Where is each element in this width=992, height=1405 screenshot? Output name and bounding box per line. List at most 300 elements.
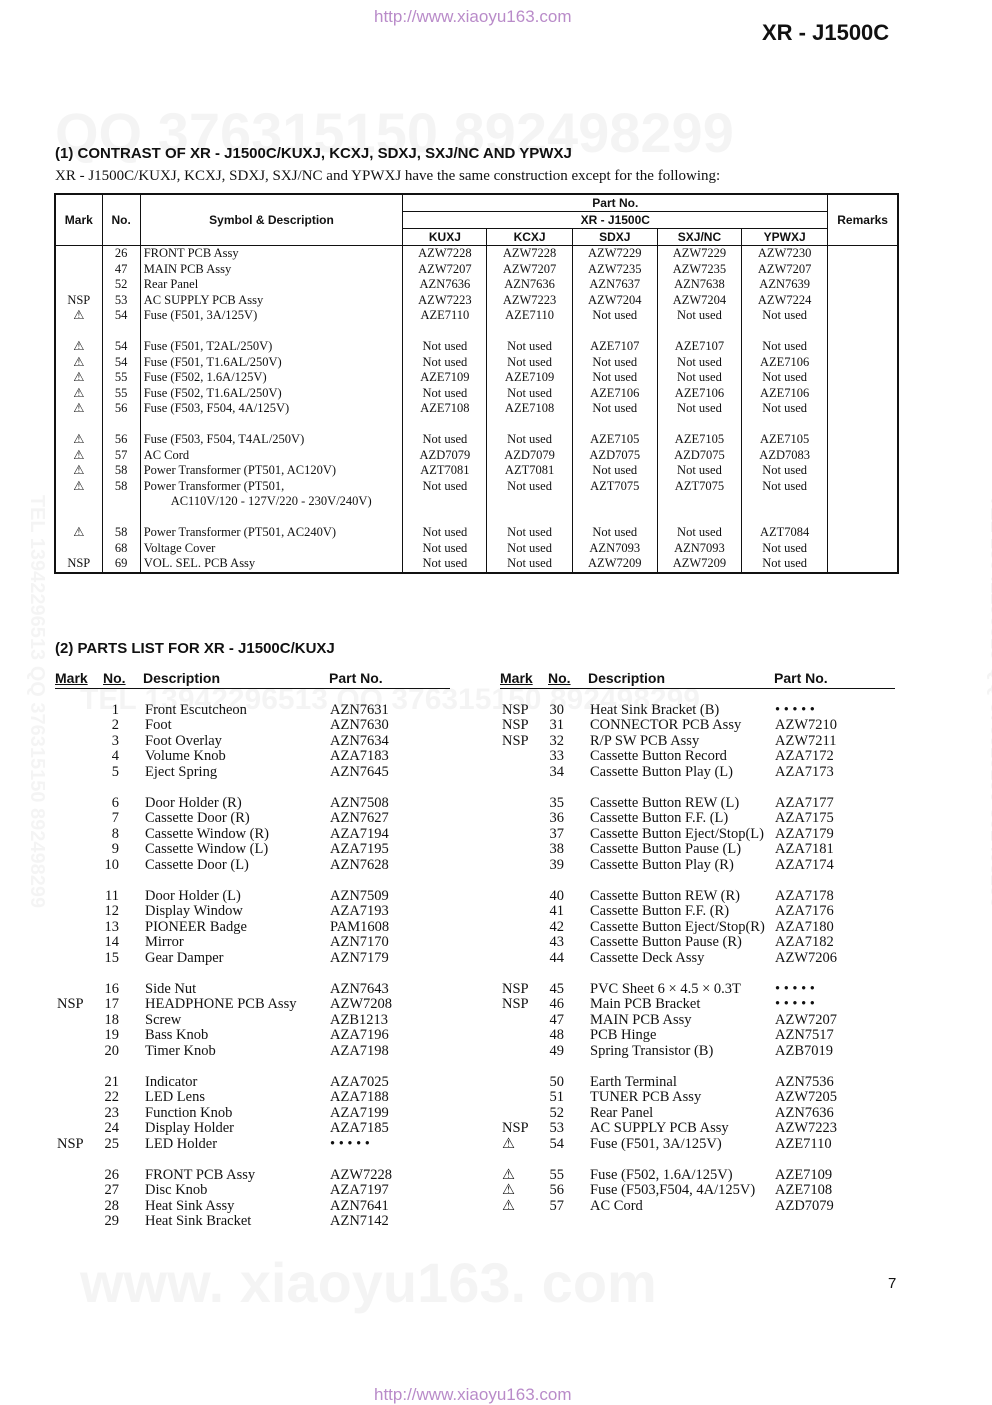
remarks-cell (828, 308, 898, 324)
mark-cell (55, 262, 102, 278)
watermark-right-side (985, 495, 992, 908)
desc-cell: Voltage Cover (140, 541, 403, 557)
part-cell: AZE7109 (403, 370, 487, 386)
parts-header-left (55, 670, 450, 689)
no-cell: 50 (549, 1074, 564, 1090)
th-symbol: Symbol & Description (140, 194, 403, 246)
part-cell: Not used (572, 401, 657, 417)
part-cell: AZA7180 (775, 918, 834, 935)
part-cell: AZN7643 (330, 981, 389, 997)
part-cell: AZW7205 (775, 1089, 838, 1106)
th-col-ypwxj: YPWXJ (742, 229, 828, 246)
warning-icon: ⚠ (55, 370, 102, 386)
warning-icon: ⚠ (55, 401, 102, 417)
part-cell: AZE7109 (775, 1167, 833, 1183)
no-cell: 11 (105, 888, 119, 904)
part-cell: AZN7508 (330, 795, 389, 811)
part-cell: AZA7178 (775, 888, 834, 904)
ph-mark-left: Mark (55, 670, 88, 686)
part-cell: AZN7638 (657, 277, 741, 293)
remarks-cell (828, 277, 898, 293)
desc-cell: Door Holder (L) (145, 888, 241, 904)
part-cell: AZT7075 (572, 479, 657, 495)
no-cell: 57 (549, 1197, 564, 1214)
no-cell: 52 (102, 277, 140, 293)
desc-cell: LED Lens (145, 1089, 205, 1106)
desc-cell: Door Holder (R) (145, 795, 242, 811)
part-cell: AZN7627 (330, 810, 389, 827)
table-row (55, 463, 898, 479)
part-cell: AZA7196 (330, 1027, 389, 1044)
warning-icon: ⚠ (502, 1135, 515, 1152)
part-cell: AZW7228 (487, 246, 572, 262)
part-cell: AZN7631 (330, 702, 389, 718)
desc-cell: PCB Hinge (590, 1027, 657, 1044)
part-cell: AZE7108 (775, 1182, 833, 1199)
no-cell: 23 (104, 1104, 119, 1121)
desc-cell: Cassette Button Pause (R) (590, 934, 742, 951)
part-cell: AZE7105 (572, 432, 657, 448)
part-cell: AZA7197 (330, 1182, 389, 1199)
part-cell: AZE7105 (742, 432, 828, 448)
desc-cell: Cassette Door (L) (145, 856, 249, 873)
no-cell: 34 (549, 763, 564, 780)
mark-cell: NSP (55, 293, 102, 309)
mark-cell (55, 494, 102, 510)
part-cell: AZT7084 (742, 525, 828, 541)
desc-cell: MAIN PCB Assy (590, 1011, 692, 1028)
table-row (55, 308, 898, 324)
desc-cell: Front Escutcheon (145, 702, 247, 718)
contrast-table-body (55, 246, 898, 573)
part-cell: Not used (572, 308, 657, 324)
part-cell: Not used (403, 479, 487, 495)
part-cell: Not used (742, 401, 828, 417)
remarks-cell (828, 479, 898, 495)
part-cell: AZW7208 (330, 996, 393, 1013)
part-cell: AZN7509 (330, 888, 389, 904)
part-cell: AZT7075 (657, 479, 741, 495)
part-cell: AZN7636 (775, 1104, 834, 1121)
desc-cell: Mirror (145, 934, 184, 951)
ph-desc-right: Description (588, 670, 666, 686)
part-cell: AZN7641 (330, 1197, 389, 1214)
section2-title: (2) PARTS LIST FOR XR - J1500C/KUXJ (55, 640, 335, 657)
remarks-cell (828, 370, 898, 386)
empty-cell (828, 324, 898, 340)
table-gap-row (55, 417, 898, 433)
part-cell: Not used (742, 463, 828, 479)
part-cell: Not used (742, 541, 828, 557)
part-cell: AZA7194 (330, 825, 389, 842)
part-cell: Not used (572, 525, 657, 541)
empty-cell (657, 417, 741, 433)
part-cell: AZW7204 (572, 293, 657, 309)
table-row (55, 277, 898, 293)
mark-cell: NSP (55, 556, 102, 573)
no-cell: 53 (102, 293, 140, 309)
desc-cell: Main PCB Bracket (590, 996, 701, 1013)
no-cell: 56 (549, 1182, 564, 1199)
desc-cell: CONNECTOR PCB Assy (590, 717, 742, 734)
no-cell: 56 (102, 432, 140, 448)
table-row (55, 370, 898, 386)
desc-cell: AC110V/120 - 127V/220 - 230V/240V) (140, 494, 403, 510)
warning-icon: ⚠ (55, 386, 102, 402)
no-cell: 41 (549, 903, 564, 920)
desc-cell: VOL. SEL. PCB Assy (140, 556, 403, 573)
desc-cell: Cassette Button Record (590, 748, 727, 765)
empty-cell (572, 324, 657, 340)
th-model: XR - J1500C (403, 212, 828, 229)
part-cell: AZA7176 (775, 903, 834, 920)
no-cell: 31 (549, 717, 564, 734)
desc-cell: Cassette Button F.F. (L) (590, 810, 729, 827)
no-cell: 36 (549, 810, 564, 827)
part-cell: • • • • • (330, 1135, 370, 1152)
part-cell: AZN7636 (487, 277, 572, 293)
desc-cell: HEADPHONE PCB Assy (145, 996, 297, 1013)
desc-cell: Fuse (F503,F504, 4A/125V) (590, 1182, 756, 1199)
watermark-left-side (25, 495, 48, 908)
no-cell: 27 (104, 1182, 119, 1199)
desc-cell: Cassette Door (R) (145, 810, 250, 827)
table-row (55, 246, 898, 262)
remarks-cell (828, 401, 898, 417)
part-cell: AZW7207 (742, 262, 828, 278)
top-url[interactable]: http://www.xiaoyu163.com (374, 7, 572, 26)
empty-cell (140, 510, 403, 526)
table-row (55, 355, 898, 371)
th-col-kuxj: KUXJ (403, 229, 487, 246)
table-row (55, 479, 898, 495)
desc-cell: Cassette Button Eject/Stop(L) (590, 825, 764, 842)
no-cell: 16 (104, 981, 119, 997)
no-cell: 43 (549, 934, 564, 951)
table-gap-row (55, 324, 898, 340)
desc-cell: FRONT PCB Assy (140, 246, 403, 262)
desc-cell: AC Cord (140, 448, 403, 464)
part-cell: Not used (657, 463, 741, 479)
no-cell: 39 (549, 856, 564, 873)
no-cell: 53 (549, 1120, 564, 1137)
part-cell: AZA7175 (775, 810, 834, 827)
part-cell: • • • • • (775, 981, 815, 997)
part-cell: AZE7107 (657, 339, 741, 355)
contrast-table (54, 193, 899, 574)
desc-cell: R/P SW PCB Assy (590, 732, 700, 749)
no-cell: 12 (104, 903, 119, 920)
part-cell: AZA7182 (775, 934, 834, 951)
no-cell: 8 (111, 825, 119, 842)
desc-cell: Screw (145, 1011, 182, 1028)
part-cell: Not used (572, 370, 657, 386)
remarks-cell (828, 525, 898, 541)
part-cell: AZA7198 (330, 1042, 389, 1059)
part-cell: Not used (487, 556, 572, 573)
part-cell (487, 494, 572, 510)
part-cell: AZE7110 (403, 308, 487, 324)
desc-cell: Foot Overlay (145, 732, 222, 749)
desc-cell: Rear Panel (590, 1104, 654, 1121)
warning-icon: ⚠ (55, 479, 102, 495)
no-cell: 26 (104, 1167, 119, 1183)
part-cell (572, 494, 657, 510)
table-row (55, 448, 898, 464)
remarks-cell (828, 448, 898, 464)
part-cell: AZN7179 (330, 949, 389, 966)
no-cell: 44 (549, 949, 564, 966)
part-cell: AZA7188 (330, 1089, 389, 1106)
part-cell: AZN7634 (330, 732, 389, 749)
desc-cell: Power Transformer (PT501, AC120V) (140, 463, 403, 479)
part-cell: Not used (742, 339, 828, 355)
part-cell: AZW7204 (657, 293, 741, 309)
desc-cell: PIONEER Badge (145, 918, 247, 935)
part-cell: AZE7106 (742, 386, 828, 402)
part-cell: Not used (403, 355, 487, 371)
table-gap-row (55, 510, 898, 526)
desc-cell: Display Window (145, 903, 243, 920)
no-cell: 25 (104, 1135, 119, 1152)
mark-cell: NSP (502, 732, 529, 749)
empty-cell (102, 324, 140, 340)
part-cell: Not used (657, 370, 741, 386)
section1-title: (1) CONTRAST OF XR - J1500C/KUXJ, KCXJ, SDXJ, SXJ/NC AND YPWXJ (55, 145, 572, 162)
part-cell: AZA7179 (775, 825, 834, 842)
ph-no-right: No. (548, 670, 571, 686)
table-row (55, 401, 898, 417)
no-cell: 58 (102, 463, 140, 479)
part-cell: AZA7174 (775, 856, 834, 873)
empty-cell (742, 324, 828, 340)
empty-cell (55, 510, 102, 526)
no-cell: 47 (102, 262, 140, 278)
table-row (55, 262, 898, 278)
desc-cell: Volume Knob (145, 748, 226, 765)
th-remarks: Remarks (828, 194, 898, 246)
ph-part-left: Part No. (329, 670, 383, 686)
part-cell: AZN7142 (330, 1213, 389, 1230)
desc-cell: Cassette Button Play (R) (590, 856, 734, 873)
th-col-sdxj: SDXJ (572, 229, 657, 246)
part-cell: AZW7229 (572, 246, 657, 262)
part-cell: AZN7637 (572, 277, 657, 293)
part-cell: AZE7110 (775, 1135, 832, 1152)
part-cell: AZW7207 (487, 262, 572, 278)
part-cell: AZD7075 (657, 448, 741, 464)
ph-no-left: No. (103, 670, 126, 686)
part-cell: AZE7106 (657, 386, 741, 402)
desc-cell: Fuse (F502, 1.6A/125V) (140, 370, 403, 386)
no-cell: 37 (549, 825, 564, 842)
part-cell: AZN7630 (330, 717, 389, 734)
desc-cell: PVC Sheet 6 × 4.5 × 0.3T (590, 981, 741, 997)
no-cell: 5 (111, 763, 119, 780)
part-cell: AZE7107 (572, 339, 657, 355)
part-cell: Not used (403, 556, 487, 573)
part-cell: Not used (487, 355, 572, 371)
part-cell: AZW7207 (775, 1011, 838, 1028)
no-cell: 20 (104, 1042, 119, 1059)
no-cell: 18 (104, 1011, 119, 1028)
desc-cell: Fuse (F501, T1.6AL/250V) (140, 355, 403, 371)
warning-icon: ⚠ (55, 432, 102, 448)
warning-icon: ⚠ (55, 355, 102, 371)
parts-header-right (500, 670, 895, 689)
warning-icon: ⚠ (55, 463, 102, 479)
empty-cell (828, 417, 898, 433)
part-cell: AZA7185 (330, 1120, 389, 1137)
empty-cell (657, 510, 741, 526)
desc-cell: Function Knob (145, 1104, 233, 1121)
part-cell: Not used (657, 401, 741, 417)
empty-cell (102, 510, 140, 526)
warning-icon: ⚠ (55, 308, 102, 324)
part-cell: Not used (657, 308, 741, 324)
desc-cell: Cassette Button Play (L) (590, 763, 733, 780)
empty-cell (572, 510, 657, 526)
empty-cell (140, 417, 403, 433)
mark-cell: NSP (502, 1120, 529, 1137)
desc-cell: Fuse (F501, T2AL/250V) (140, 339, 403, 355)
desc-cell: Heat Sink Bracket (145, 1213, 252, 1230)
no-cell: 40 (549, 888, 564, 904)
part-cell: AZN7628 (330, 856, 389, 873)
ph-part-right: Part No. (774, 670, 828, 686)
no-cell: 46 (549, 996, 564, 1013)
bottom-url[interactable]: http://www.xiaoyu163.com (374, 1385, 572, 1404)
warning-icon: ⚠ (502, 1197, 515, 1214)
desc-cell: Cassette Button REW (R) (590, 888, 740, 904)
empty-cell (742, 510, 828, 526)
no-cell: 54 (549, 1135, 564, 1152)
part-cell: AZW7235 (657, 262, 741, 278)
remarks-cell (828, 262, 898, 278)
warning-icon: ⚠ (55, 525, 102, 541)
desc-cell: AC SUPPLY PCB Assy (140, 293, 403, 309)
no-cell: 3 (111, 732, 119, 749)
part-cell: Not used (487, 386, 572, 402)
table-row (55, 556, 898, 573)
mark-cell: NSP (502, 981, 529, 997)
empty-cell (487, 510, 572, 526)
no-cell: 68 (102, 541, 140, 557)
mark-cell: NSP (502, 717, 529, 734)
empty-cell (572, 417, 657, 433)
remarks-cell (828, 541, 898, 557)
no-cell: 26 (102, 246, 140, 262)
remarks-cell (828, 355, 898, 371)
th-no: No. (102, 194, 140, 246)
desc-cell: Power Transformer (PT501, AC240V) (140, 525, 403, 541)
no-cell: 9 (111, 841, 119, 858)
part-cell: AZW7223 (775, 1120, 838, 1137)
th-part-no: Part No. (403, 194, 828, 212)
no-cell: 30 (549, 702, 564, 718)
remarks-cell (828, 432, 898, 448)
empty-cell (742, 417, 828, 433)
no-cell: 2 (111, 717, 119, 734)
desc-cell: Earth Terminal (590, 1074, 677, 1090)
part-cell: AZA7172 (775, 748, 834, 765)
part-cell: Not used (572, 355, 657, 371)
no-cell: 6 (111, 795, 119, 811)
no-cell: 45 (549, 981, 564, 997)
part-cell: AZD7079 (403, 448, 487, 464)
desc-cell: Indicator (145, 1074, 198, 1090)
watermark-bottom (80, 1250, 657, 1315)
no-cell: 22 (104, 1089, 119, 1106)
part-cell: AZW7224 (742, 293, 828, 309)
part-cell: • • • • • (775, 702, 815, 718)
part-cell: AZA7025 (330, 1074, 389, 1090)
table-row (55, 541, 898, 557)
part-cell: Not used (487, 541, 572, 557)
desc-cell: Fuse (F502, T1.6AL/250V) (140, 386, 403, 402)
remarks-cell (828, 339, 898, 355)
no-cell: 28 (104, 1197, 119, 1214)
part-cell: AZE7108 (403, 401, 487, 417)
part-cell: AZA7183 (330, 748, 389, 765)
no-cell: 35 (549, 795, 564, 811)
mark-cell (55, 541, 102, 557)
desc-cell: Cassette Window (R) (145, 825, 269, 842)
part-cell: AZA7195 (330, 841, 389, 858)
part-cell: AZW7228 (330, 1167, 393, 1183)
part-cell: Not used (742, 308, 828, 324)
part-cell: AZE7105 (657, 432, 741, 448)
part-cell: AZA7199 (330, 1104, 389, 1121)
part-cell: AZW7229 (657, 246, 741, 262)
part-cell: Not used (742, 479, 828, 495)
desc-cell: Cassette Button Eject/Stop(R) (590, 918, 765, 935)
desc-cell: Spring Transistor (B) (590, 1042, 714, 1059)
warning-icon: ⚠ (55, 448, 102, 464)
part-cell: AZW7206 (775, 949, 838, 966)
table-row (55, 386, 898, 402)
no-cell: 29 (104, 1213, 119, 1230)
desc-cell: Rear Panel (140, 277, 403, 293)
no-cell: 15 (104, 949, 119, 966)
part-cell: PAM1608 (330, 918, 390, 935)
no-cell: 54 (102, 308, 140, 324)
part-cell: AZE7106 (572, 386, 657, 402)
no-cell: 19 (104, 1027, 119, 1044)
desc-cell: Foot (145, 717, 172, 734)
remarks-cell (828, 463, 898, 479)
no-cell: 54 (102, 339, 140, 355)
no-cell: 55 (102, 370, 140, 386)
part-cell: AZW7211 (775, 732, 837, 749)
desc-cell: Cassette Deck Assy (590, 949, 705, 966)
desc-cell: AC Cord (590, 1197, 643, 1214)
desc-cell: Fuse (F503, F504, 4A/125V) (140, 401, 403, 417)
remarks-cell (828, 494, 898, 510)
part-cell: AZW7235 (572, 262, 657, 278)
part-cell: AZD7079 (775, 1197, 834, 1214)
part-cell: AZE7108 (487, 401, 572, 417)
part-cell: AZN7517 (775, 1027, 834, 1044)
table-row (55, 494, 898, 510)
empty-cell (403, 510, 487, 526)
no-cell: 10 (104, 856, 119, 873)
mark-cell: NSP (502, 702, 529, 718)
empty-cell (487, 417, 572, 433)
empty-cell (487, 324, 572, 340)
part-cell: AZN7645 (330, 763, 389, 780)
part-cell: AZN7536 (775, 1074, 834, 1090)
